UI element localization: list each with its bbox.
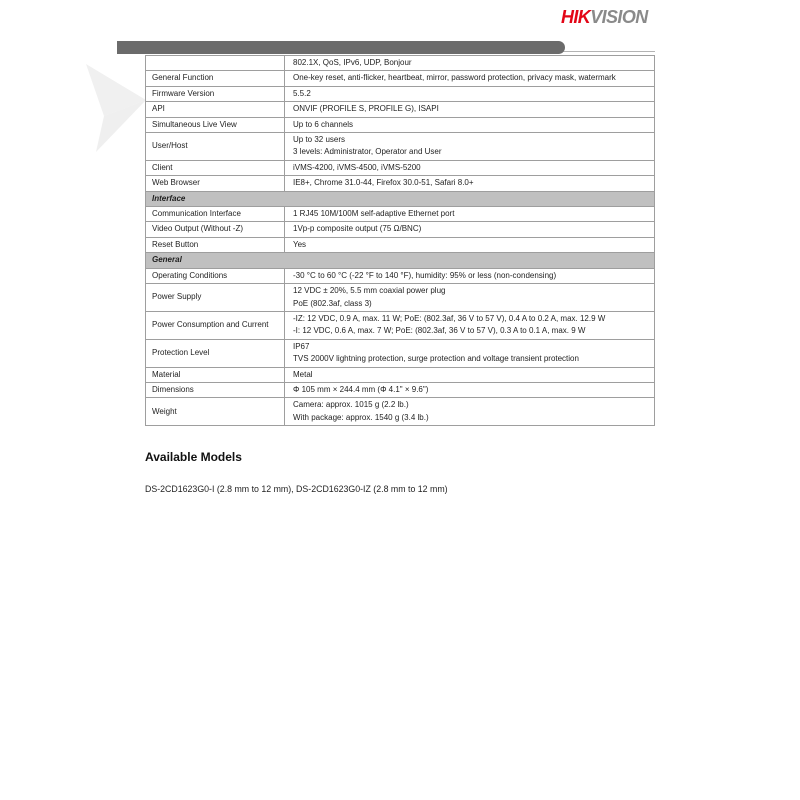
- spec-row: [146, 86, 655, 101]
- spec-value-line: With package: approx. 1540 g (3.4 lb.): [293, 412, 429, 422]
- spec-value-line: Camera: approx. 1015 g (2.2 lb.): [293, 400, 409, 410]
- spec-row: [146, 160, 655, 175]
- page-corner-watermark: [84, 64, 154, 157]
- spec-value-line: Up to 32 users: [293, 135, 346, 145]
- spec-label: Client: [146, 160, 285, 175]
- spec-label: API: [146, 102, 285, 117]
- spec-value-line: Up to 6 channels: [293, 119, 354, 129]
- spec-row: [146, 207, 655, 222]
- table-section-row: [146, 253, 655, 268]
- spec-value: [285, 102, 655, 117]
- spec-value: [285, 339, 655, 367]
- spec-row: [146, 117, 655, 132]
- specification-table: [145, 55, 655, 426]
- spec-label: Web Browser: [146, 176, 285, 191]
- spec-value-line: iVMS-4200, iVMS-4500, iVMS-5200: [293, 162, 421, 172]
- spec-value: [285, 207, 655, 222]
- spec-label: [146, 56, 285, 71]
- spec-value: [285, 117, 655, 132]
- spec-value-line: Metal: [293, 369, 313, 379]
- spec-value-line: 1Vp-p composite output (75 Ω/BNC): [293, 224, 422, 234]
- spec-value: [285, 222, 655, 237]
- spec-label: Weight: [146, 398, 285, 426]
- spec-value-line: 12 VDC ± 20%, 5.5 mm coaxial power plug: [293, 286, 446, 296]
- spec-label: Simultaneous Live View: [146, 117, 285, 132]
- spec-label: General Function: [146, 71, 285, 86]
- spec-value-line: TVS 2000V lightning protection, surge protection and voltage transient protection: [293, 354, 579, 364]
- spec-label: Material: [146, 367, 285, 382]
- spec-value-line: 5.5.2: [293, 88, 311, 98]
- spec-value-line: ONVIF (PROFILE S, PROFILE G), ISAPI: [293, 104, 439, 114]
- spec-row: [146, 268, 655, 283]
- table-section-row: [146, 191, 655, 206]
- specification-table-body: [146, 56, 655, 426]
- spec-value: [285, 398, 655, 426]
- spec-value-line: PoE (802.3af, class 3): [293, 298, 372, 308]
- spec-label: Operating Conditions: [146, 268, 285, 283]
- hikvision-logo: [561, 7, 648, 28]
- spec-value-line: 1 RJ45 10M/100M self-adaptive Ethernet port: [293, 209, 455, 219]
- spec-row: [146, 311, 655, 339]
- spec-label: Dimensions: [146, 382, 285, 397]
- spec-value: [285, 176, 655, 191]
- logo-text-red: HIK: [561, 7, 591, 27]
- chevron-watermark-icon: [84, 64, 154, 152]
- spec-value-line: -IZ: 12 VDC, 0.9 A, max. 11 W; PoE: (802.3af, 36 V to 57 V), 0.4 A to 0.2 A, max. 12.9 W: [293, 313, 606, 323]
- spec-label: Communication Interface: [146, 207, 285, 222]
- spec-row: [146, 71, 655, 86]
- spec-value: [285, 284, 655, 312]
- spec-value-line: Φ 105 mm × 244.4 mm (Φ 4.1" × 9.6"): [293, 384, 429, 394]
- spec-label: User/Host: [146, 133, 285, 161]
- spec-value: [285, 133, 655, 161]
- spec-label: Reset Button: [146, 237, 285, 252]
- spec-row: [146, 339, 655, 367]
- spec-value-line: Yes: [293, 239, 307, 249]
- spec-value-line: One-key reset, anti-flicker, heartbeat, mirror, password protection, privacy mask, watermark: [293, 73, 616, 83]
- spec-row: [146, 102, 655, 117]
- spec-value-line: IP67: [293, 341, 310, 351]
- spec-value: [285, 86, 655, 101]
- spec-value: [285, 160, 655, 175]
- spec-row: [146, 133, 655, 161]
- spec-value-line: 3 levels: Administrator, Operator and User: [293, 147, 442, 157]
- spec-value: [285, 382, 655, 397]
- spec-row: [146, 56, 655, 71]
- spec-label: Firmware Version: [146, 86, 285, 101]
- available-models-text: DS-2CD1623G0-I (2.8 mm to 12 mm), DS-2CD1623G0-IZ (2.8 mm to 12 mm): [145, 484, 448, 494]
- spec-row: [146, 237, 655, 252]
- spec-value: [285, 311, 655, 339]
- header-accent-bar: [117, 41, 565, 54]
- spec-row: [146, 222, 655, 237]
- spec-value: [285, 367, 655, 382]
- spec-row: [146, 284, 655, 312]
- spec-value-line: 802.1X, QoS, IPv6, UDP, Bonjour: [293, 58, 412, 67]
- section-header: General: [146, 253, 655, 268]
- available-models-heading: Available Models: [145, 450, 242, 464]
- spec-value: [285, 71, 655, 86]
- spec-value-line: -I: 12 VDC, 0.6 A, max. 7 W; PoE: (802.3af, 36 V to 57 V), 0.3 A to 0.1 A, max. 9 W: [293, 326, 586, 336]
- spec-label: Power Supply: [146, 284, 285, 312]
- spec-row: [146, 398, 655, 426]
- spec-value-line: IE8+, Chrome 31.0-44, Firefox 30.0-51, Safari 8.0+: [293, 178, 474, 188]
- spec-value: [285, 268, 655, 283]
- spec-row: [146, 367, 655, 382]
- spec-label: Protection Level: [146, 339, 285, 367]
- logo-text-gray: VISION: [590, 7, 648, 27]
- spec-row: [146, 382, 655, 397]
- spec-row: [146, 176, 655, 191]
- spec-value: [285, 237, 655, 252]
- spec-value-line: -30 °C to 60 °C (-22 °F to 140 °F), humidity: 95% or less (non-condensing): [293, 270, 557, 280]
- spec-label: Video Output (Without -Z): [146, 222, 285, 237]
- section-header: Interface: [146, 191, 655, 206]
- spec-value: [285, 56, 655, 71]
- spec-label: Power Consumption and Current: [146, 311, 285, 339]
